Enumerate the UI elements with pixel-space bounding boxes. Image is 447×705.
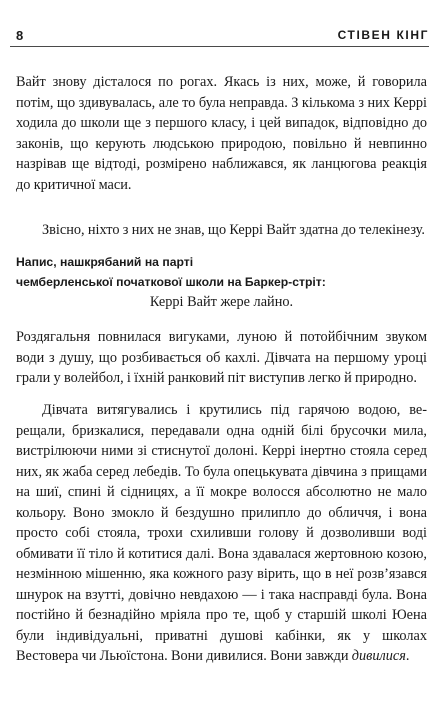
page-number: 8	[16, 28, 24, 43]
paragraph-continuation	[16, 72, 427, 195]
paragraph-text: Вайт знову дісталося по рогах. Якась із них, може, й говорила потім, що здивувалась, але то була неправда. З кількома з них Керрі ходила до школи ще з першого класу, і цей випадок, відповідно до законів, що керують людською природою, повільно й невпинно назрівав ще відтоді, розмірено наближався, як ланцюгова реакція до критичної маси.	[16, 74, 427, 193]
graffiti-quote: Керрі Вайт жере лайно.	[149, 294, 294, 310]
section-heading	[16, 253, 427, 292]
paragraph-shower	[16, 400, 427, 667]
paragraph-text: Роздягальня повнилася вигуками, луною й потойбічним звуком води з душу, що розбивається об кахлі. Дівчата на першому уроці грали у волейбол, і їхній ранковий піт виступив легко й природно.	[16, 329, 427, 386]
emphasized-word: дивилися	[351, 648, 406, 664]
paragraph-text	[16, 400, 427, 667]
paragraph-end-punctuation: .	[405, 648, 410, 664]
paragraph-text: Звісно, ніхто з них не знав, що Керрі Вайт здатна до телекінезу.	[42, 222, 425, 238]
page-header	[10, 12, 429, 47]
section-heading-line-1: Напис, нашкрябаний на парті	[16, 255, 194, 269]
section-heading-line-2: чемберленської початкової школи на Баркер-стріт:	[16, 274, 326, 289]
paragraph-telekinesis	[16, 220, 427, 241]
paragraph-main-text: Дівчата витягувались і крутились під гарячою водою, верещали, бризкалися, передавали одна одній білі брусочки мила, вистрілюючи ними зі стиснутої долоні. Керрі інертно стояла серед них, як жаба серед лебедів. То була опецькувата дівчина з прищами на шиї, спині й сідницях, а її мокре волосся абсолютно не мало кольору. Воно змокло й бездушно прилипло до обличчя, і вона просто собі стояла, трохи схиливши голову й дозволивши воді обмивати її тіло й котитися далі. Вона здавалася жертовною козою, незмінною мішенню, яка кожного разу вірить, що в неї розв’язався шнурок на взутті, довічно невдахою — і така насправді була. Вона постійно й безнадійно мріяла про те, щоб у старшій школі Юена були індивідуальні, приватні душові кабінки, як у школах Вестовера чи Льюїстона. Вони дивилися. Вони завжди	[16, 402, 427, 664]
paragraph-locker-room	[16, 327, 427, 389]
running-head-author: СТІВЕН КІНГ	[337, 28, 429, 42]
